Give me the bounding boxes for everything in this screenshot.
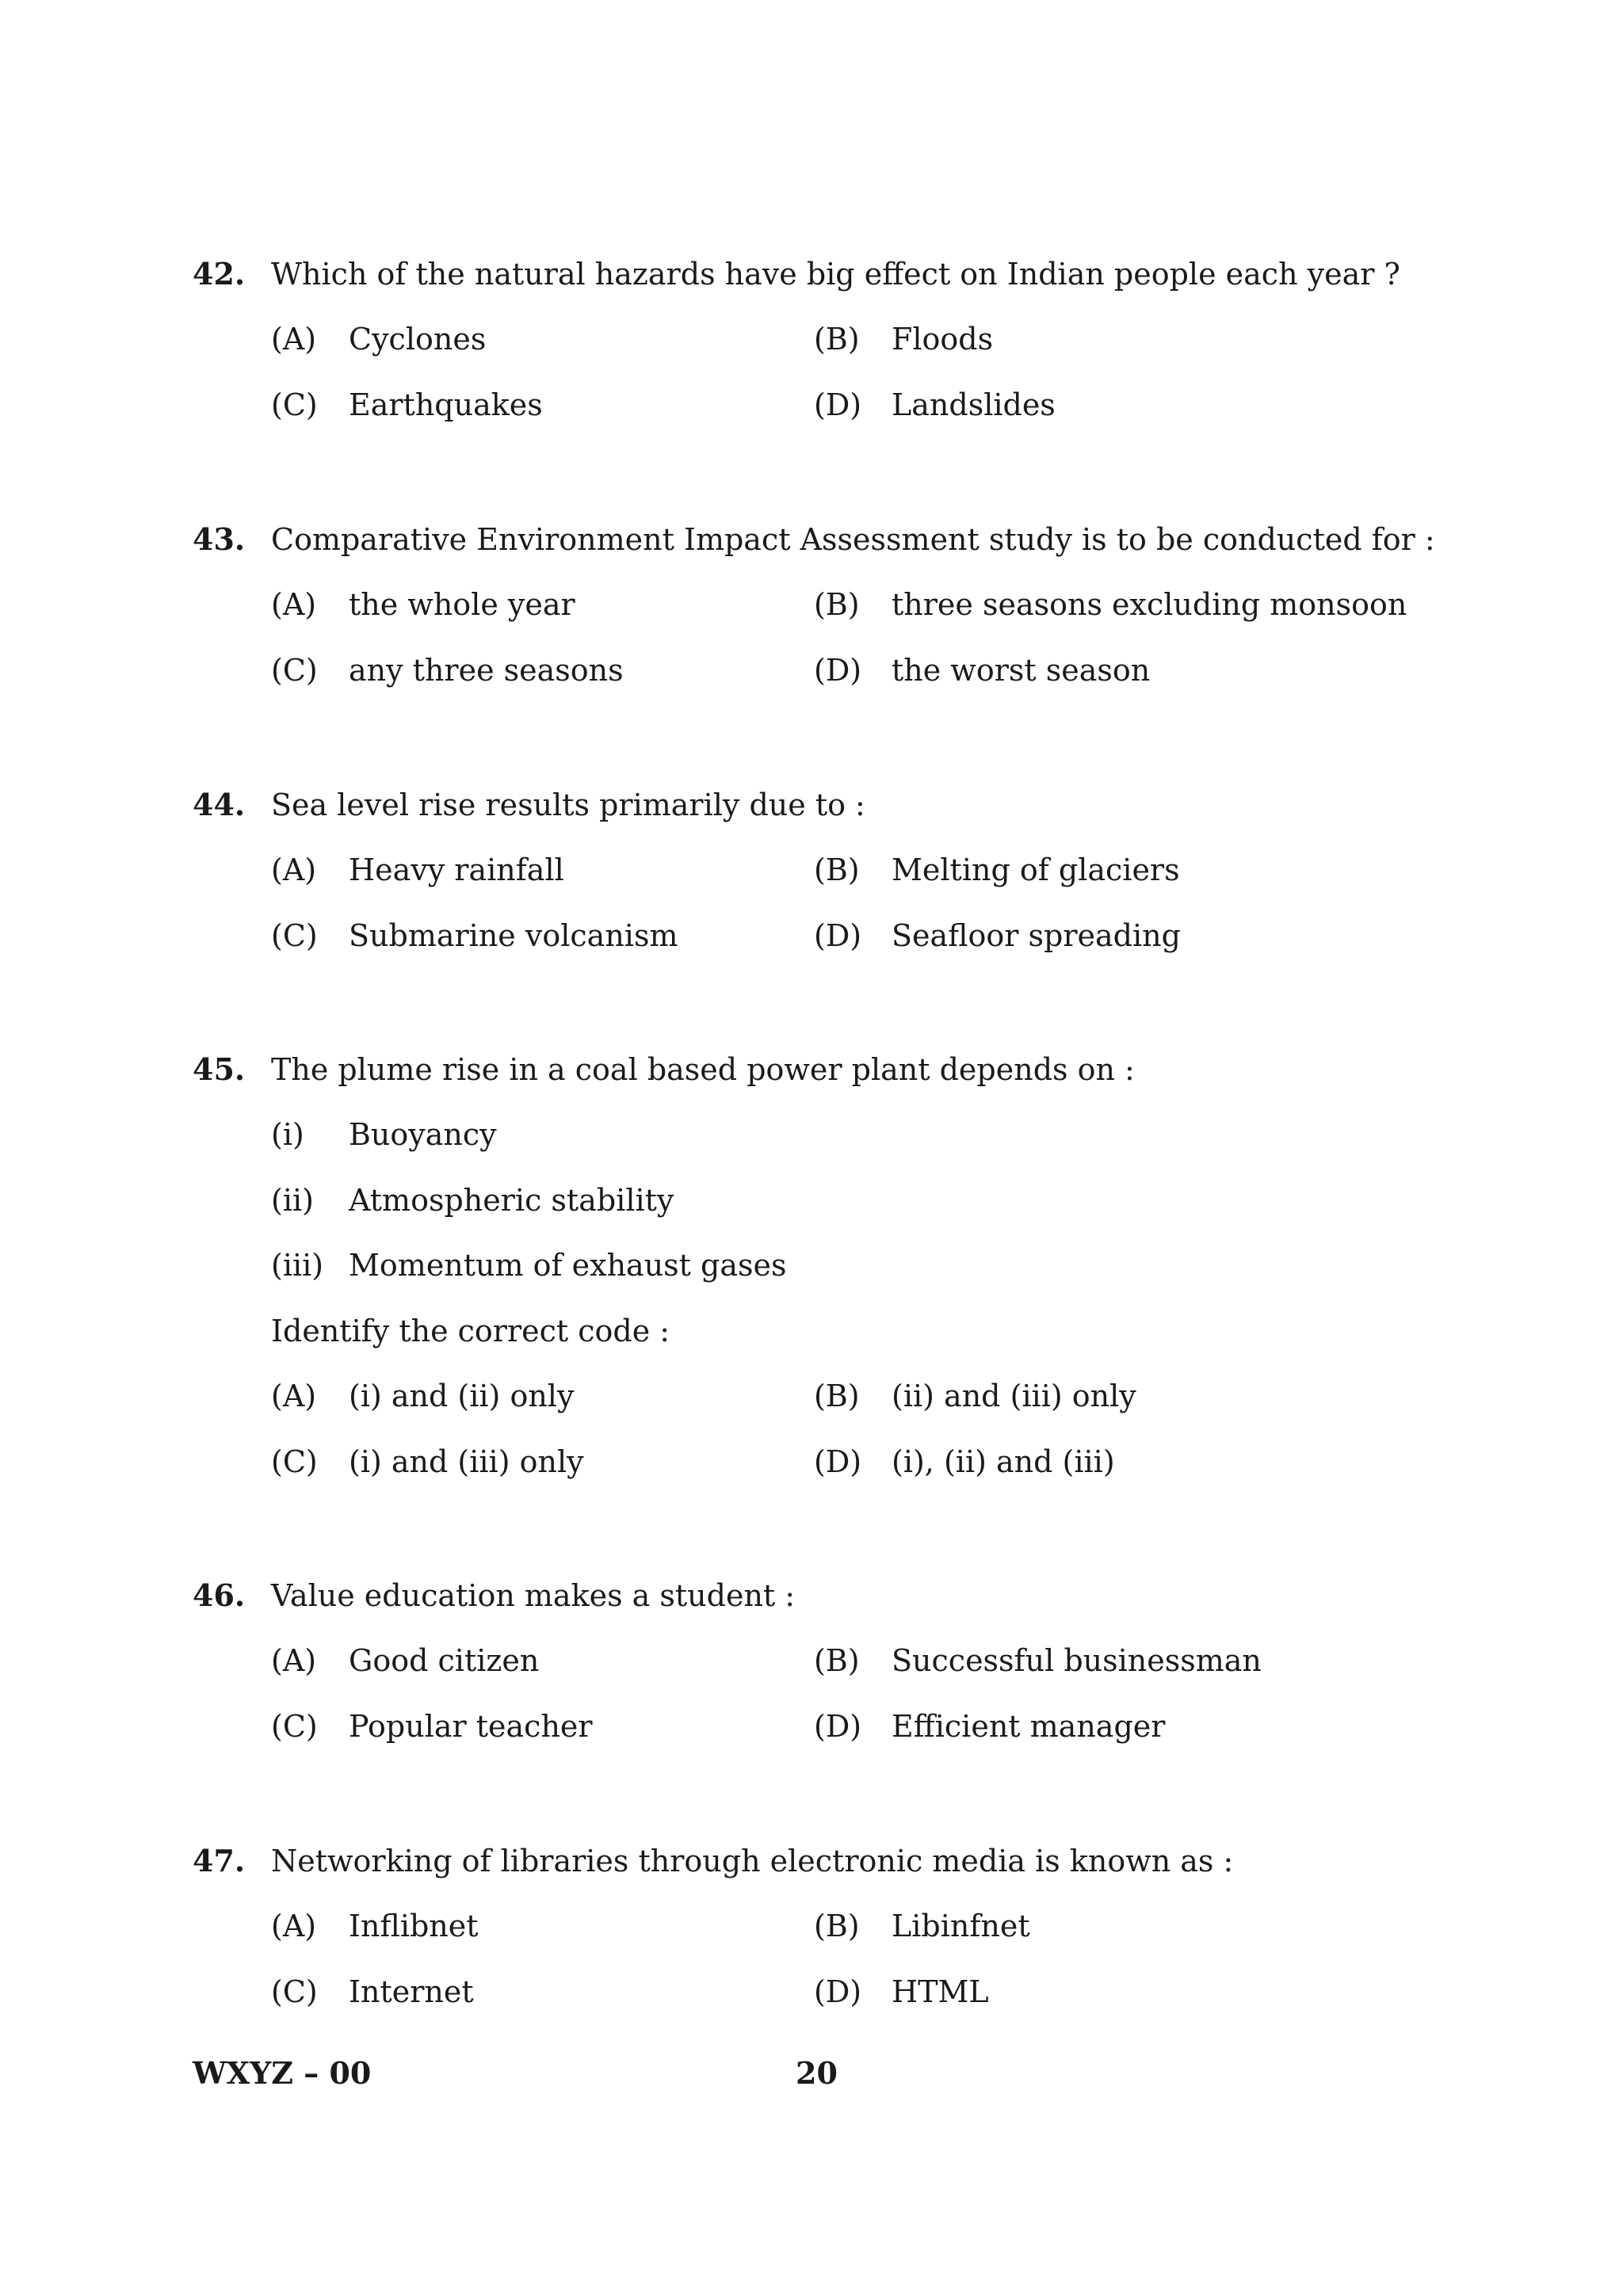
question-text: The plume rise in a coal based power plant depends on : xyxy=(271,1052,1135,1087)
statement-text: Buoyancy xyxy=(349,1117,497,1152)
instruction-text: Identify the correct code : xyxy=(271,1314,670,1348)
option-label: (D) xyxy=(814,387,862,422)
option-label: (B) xyxy=(814,852,860,887)
option-label: (A) xyxy=(271,587,317,622)
statement-label: (ii) xyxy=(271,1183,314,1218)
option-label: (B) xyxy=(814,1379,860,1413)
option-text: (i), (ii) and (iii) xyxy=(892,1444,1115,1479)
option-text: Popular teacher xyxy=(349,1709,593,1744)
question-text: Value education makes a student : xyxy=(271,1578,796,1613)
option-label: (B) xyxy=(814,322,860,357)
option-label: (D) xyxy=(814,1974,862,2009)
option-text: Landslides xyxy=(892,387,1056,422)
option-label: (B) xyxy=(814,1643,860,1678)
option-label: (C) xyxy=(271,653,318,688)
option-text: Successful businessman xyxy=(892,1643,1262,1678)
option-label: (A) xyxy=(271,1379,317,1413)
option-text: HTML xyxy=(892,1974,989,2009)
option-text: Seafloor spreading xyxy=(892,918,1181,953)
option-text: Earthquakes xyxy=(349,387,543,422)
option-text: (ii) and (iii) only xyxy=(892,1379,1136,1413)
option-label: (A) xyxy=(271,1909,317,1943)
option-label: (D) xyxy=(814,1444,862,1479)
question-number: 44. xyxy=(193,787,246,822)
question-number: 46. xyxy=(193,1577,246,1613)
question-number: 47. xyxy=(193,1843,246,1878)
option-text: Cyclones xyxy=(349,322,487,357)
option-label: (D) xyxy=(814,653,862,688)
option-label: (C) xyxy=(271,918,318,953)
question-text: Comparative Environment Impact Assessment study is to be conducted for : xyxy=(271,522,1435,557)
question-text: Sea level rise results primarily due to : xyxy=(271,788,865,822)
question-number: 43. xyxy=(193,521,246,557)
statement-text: Momentum of exhaust gases xyxy=(349,1248,787,1283)
option-text: Good citizen xyxy=(349,1643,540,1678)
option-label: (D) xyxy=(814,918,862,953)
statement-text: Atmospheric stability xyxy=(349,1183,674,1218)
option-text: Floods xyxy=(892,322,994,357)
option-text: Efficient manager xyxy=(892,1709,1166,1744)
option-text: any three seasons xyxy=(349,653,624,688)
option-text: (i) and (ii) only xyxy=(349,1379,575,1413)
option-text: the worst season xyxy=(892,653,1151,688)
option-text: Inflibnet xyxy=(349,1909,479,1943)
option-label: (B) xyxy=(814,587,860,622)
statement-label: (iii) xyxy=(271,1248,324,1283)
question-text: Networking of libraries through electronic media is known as : xyxy=(271,1844,1234,1878)
option-label: (B) xyxy=(814,1909,860,1943)
option-label: (C) xyxy=(271,1974,318,2009)
option-label: (C) xyxy=(271,387,318,422)
option-label: (A) xyxy=(271,322,317,357)
option-text: Submarine volcanism xyxy=(349,918,678,953)
question-number: 45. xyxy=(193,1051,246,1087)
statement-label: (i) xyxy=(271,1117,304,1152)
option-text: Heavy rainfall xyxy=(349,852,564,887)
option-text: (i) and (iii) only xyxy=(349,1444,584,1479)
option-text: the whole year xyxy=(349,587,575,622)
option-label: (A) xyxy=(271,1643,317,1678)
question-text: Which of the natural hazards have big effect on Indian people each year ? xyxy=(271,257,1400,292)
option-label: (C) xyxy=(271,1444,318,1479)
option-text: Libinfnet xyxy=(892,1909,1030,1943)
option-label: (C) xyxy=(271,1709,318,1744)
option-text: three seasons excluding monsoon xyxy=(892,587,1407,622)
option-label: (D) xyxy=(814,1709,862,1744)
page-number: 20 xyxy=(796,2055,838,2091)
option-text: Melting of glaciers xyxy=(892,852,1180,887)
option-label: (A) xyxy=(271,852,317,887)
question-number: 42. xyxy=(193,256,246,292)
option-text: Internet xyxy=(349,1974,474,2009)
paper-code: WXYZ – 00 xyxy=(193,2055,372,2091)
